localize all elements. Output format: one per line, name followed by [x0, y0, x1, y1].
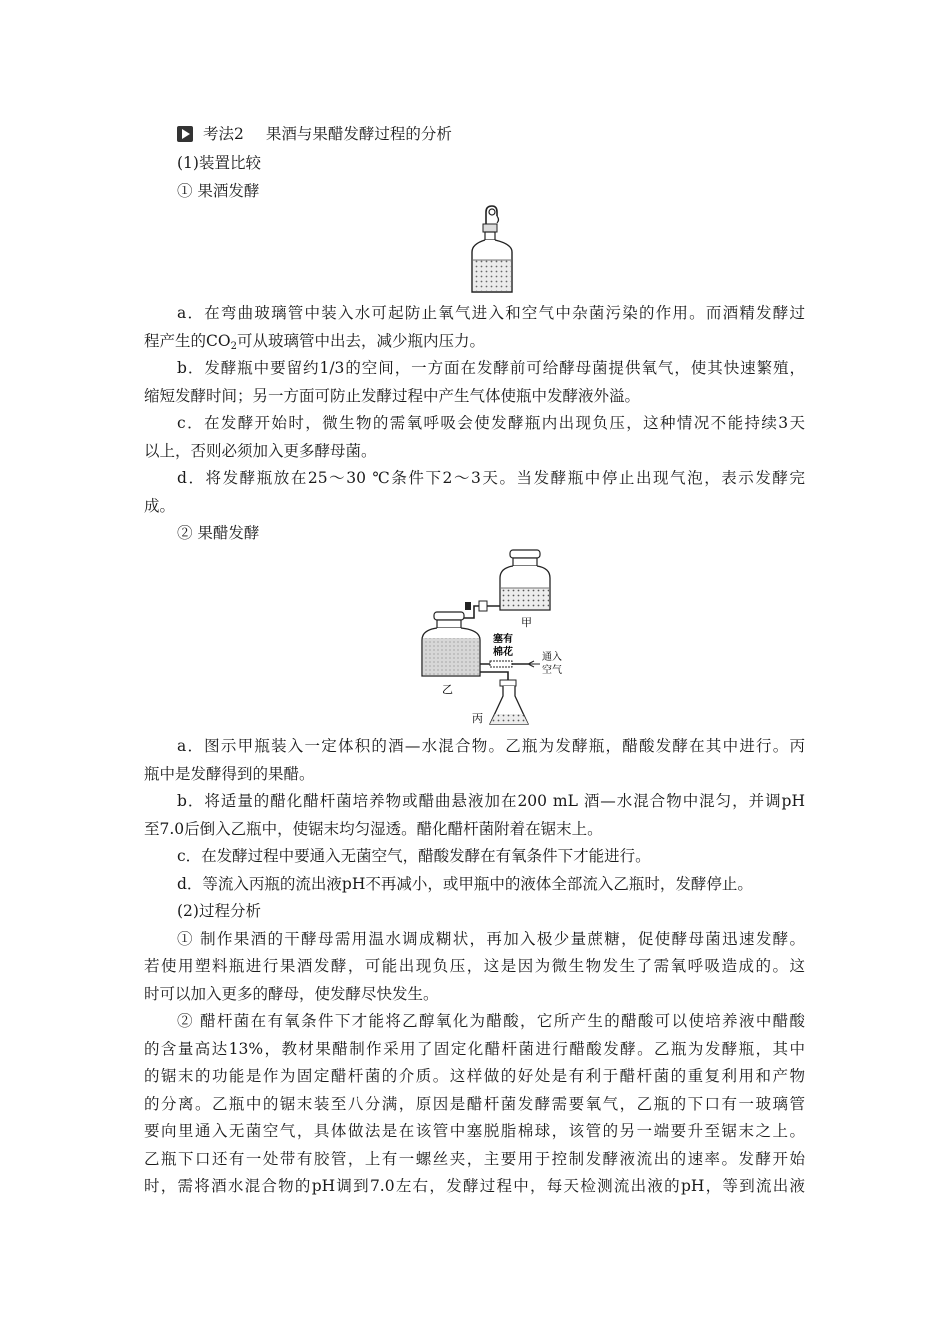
process-p2-line1: ② 醋杆菌在有氧条件下才能将乙醇氧化为醋酸，它所产生的醋酸可以使培养液中醋酸 [177, 1012, 805, 1030]
section-heading [177, 124, 452, 144]
section2-title: (2)过程分析 [177, 902, 261, 920]
wine-a-line1: a．在弯曲玻璃管中装入水可起防止氧气进入和空气中杂菌污染的作用。而酒精发酵过 [177, 304, 805, 322]
bottle-yi [422, 612, 480, 676]
vinegar-a-line2: 瓶中是发酵得到的果醋。 [144, 765, 315, 783]
vinegar-b-line2: 至7.0后倒入乙瓶中，使锯末均匀湿透。醋化醋杆菌附着在锯末上。 [144, 820, 603, 838]
label-air-1: 通入 [542, 652, 562, 663]
play-icon [177, 126, 193, 142]
label-jia: 甲 [521, 616, 532, 629]
wine-fermentation-figure [464, 204, 520, 296]
vinegar-a-line1: a．图示甲瓶装入一定体积的酒—水混合物。乙瓶为发酵瓶，醋酸发酵在其中进行。丙 [177, 737, 805, 755]
process-p2-line5: 要向里通入无菌空气，具体做法是在该管中塞脱脂棉球，该管的另一端要升至锯末之上。 [144, 1122, 805, 1140]
wine-title: ① 果酒发酵 [177, 182, 260, 200]
wine-b-line1: b．发酵瓶中要留约1/3的空间，一方面在发酵前可给酵母菌提供氧气，使其快速繁殖， [177, 359, 805, 377]
vinegar-c: c．在发酵过程中要通入无菌空气，醋酸发酵在有氧条件下才能进行。 [177, 847, 651, 865]
section1-title: (1)装置比较 [177, 154, 261, 172]
label-air-2: 空气 [542, 665, 562, 676]
flask-bing [490, 680, 528, 724]
vinegar-fermentation-figure [416, 548, 576, 730]
process-p2-line4: 的分离。乙瓶中的锯末装至八分满，原因是醋杆菌发酵需要氧气，乙瓶的下口有一玻璃管 [144, 1095, 805, 1113]
vinegar-b-line1: b．将适量的醋化醋杆菌培养物或醋曲悬液加在200 mL 酒—水混合物中混匀，并调pH [177, 792, 805, 810]
vinegar-title: ② 果醋发酵 [177, 524, 260, 542]
heading-method: 考法2 [203, 125, 244, 143]
wine-d-line2: 成。 [144, 497, 176, 515]
process-p2-line6: 乙瓶下口还有一处带有胶管，上有一螺丝夹，主要用于控制发酵液流出的速率。发酵开始 [144, 1150, 805, 1168]
process-p2-line7: 时，需将酒水混合物的pH调到7.0左右，发酵过程中，每天检测流出液的pH，等到流出液 [144, 1177, 805, 1195]
label-cotton-2: 棉花 [493, 647, 513, 658]
bottle-jia [500, 550, 550, 610]
label-bing: 丙 [472, 712, 483, 725]
process-p1-line2: 若使用塑料瓶进行果酒发酵，可能出现负压，这是因为微生物发生了需氧呼吸造成的。这 [144, 957, 805, 975]
process-p1-line3: 时可以加入更多的酵母，使发酵尽快发生。 [144, 985, 439, 1003]
label-yi: 乙 [442, 683, 453, 696]
wine-c-line2: 以上，否则必须加入更多酵母菌。 [144, 442, 377, 460]
process-p2-line2: 的含量高达13%，教材果醋制作采用了固定化醋杆菌进行醋酸发酵。乙瓶为发酵瓶，其中 [144, 1040, 805, 1058]
vinegar-d: d．等流入丙瓶的流出液pH不再减小，或甲瓶中的液体全部流入乙瓶时，发酵停止。 [177, 875, 753, 893]
wine-b-line2: 缩短发酵时间；另一方面可防止发酵过程中产生气体使瓶中发酵液外溢。 [144, 387, 641, 405]
process-p2-line3: 的锯末的功能是作为固定醋杆菌的介质。这样做的好处是有利于醋杆菌的重复利用和产物 [144, 1067, 805, 1085]
wine-d-line1: d．将发酵瓶放在25～30 ℃条件下2～3天。当发酵瓶中停止出现气泡，表示发酵完 [177, 469, 805, 487]
label-cotton-1: 塞有 [493, 634, 513, 645]
wine-c-line1: c．在发酵开始时，微生物的需氧呼吸会使发酵瓶内出现负压，这种情况不能持续3天 [177, 414, 805, 432]
wine-a-line2: 程产生的$CO_2$可从玻璃管中出去，减少瓶内压力。 [144, 332, 485, 352]
process-p1-line1: ① 制作果酒的干酵母需用温水调成糊状，再加入极少量蔗糖，促使酵母菌迅速发酵。 [177, 930, 805, 948]
heading-title: 果酒与果醋发酵过程的分析 [265, 125, 452, 143]
